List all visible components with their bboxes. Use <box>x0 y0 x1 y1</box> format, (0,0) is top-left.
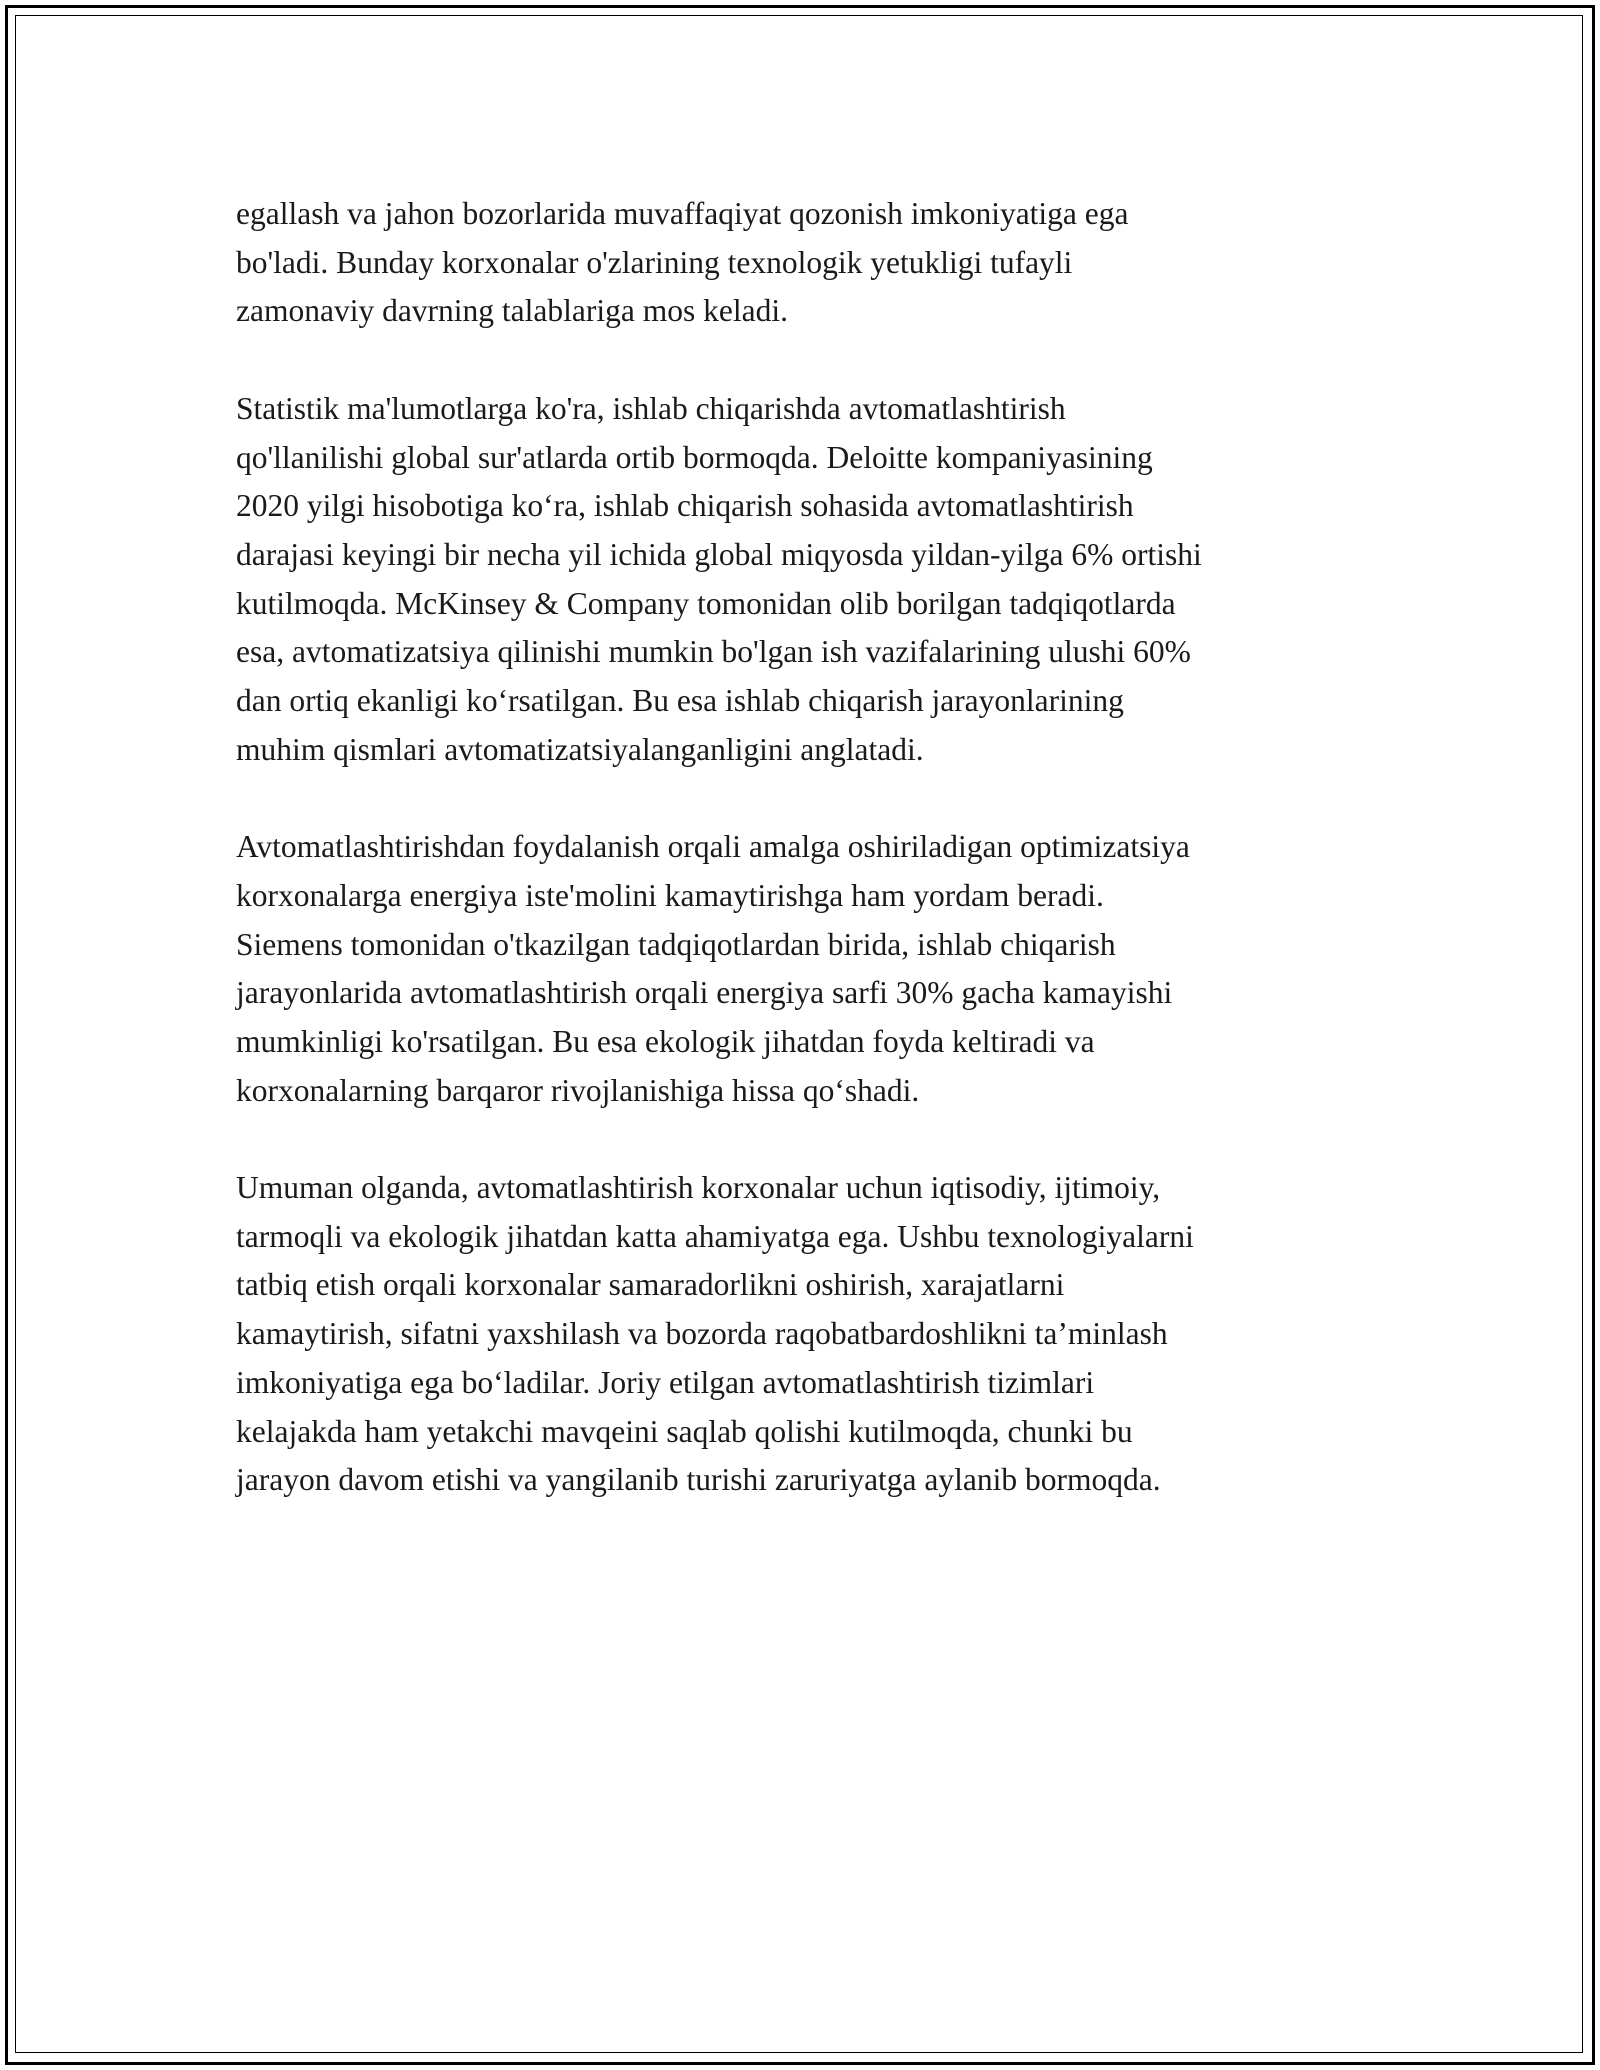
text-line: dan ortiq ekanligi ko‘rsatilgan. Bu esa ishlab chiqarish jarayonlarining <box>236 683 1124 719</box>
text-line: Umuman olganda, avtomatlashtirish korxonalar uchun iqtisodiy, ijtimoiy, <box>236 1170 1161 1206</box>
paragraph-gap <box>236 1115 1376 1164</box>
text-line: bo'ladi. Bunday korxonalar o'zlarining texnologik yetukligi tufayli <box>236 244 1073 280</box>
text-line: korxonalarning barqaror rivojlanishiga hissa qo‘shadi. <box>236 1072 920 1108</box>
paragraph-2 <box>236 385 1376 775</box>
text-line: Siemens tomonidan o'tkazilgan tadqiqotlardan birida, ishlab chiqarish <box>236 926 1116 962</box>
text-line: 2020 yilgi hisobotiga ko‘ra, ishlab chiqarish sohasida avtomatlashtirish <box>236 488 1134 524</box>
text-line: imkoniyatiga ega bo‘ladilar. Joriy etilgan avtomatlashtirish tizimlari <box>236 1364 1095 1400</box>
text-line: qo'llanilishi global sur'atlarda ortib bormoqda. Deloitte kompaniyasining <box>236 439 1153 475</box>
paragraph-4 <box>236 1164 1376 1505</box>
text-line: muhim qismlari avtomatizatsiyalanganligini anglatadi. <box>236 731 924 767</box>
text-line: Statistik ma'lumotlarga ko'ra, ishlab chiqarishda avtomatlashtirish <box>236 390 1066 426</box>
text-line: tarmoqli va ekologik jihatdan katta ahamiyatga ega. Ushbu texnologiyalarni <box>236 1218 1194 1254</box>
document-body <box>236 190 1376 1505</box>
paragraph-gap <box>236 336 1376 385</box>
text-line: esa, avtomatizatsiya qilinishi mumkin bo'lgan ish vazifalarining ulushi 60% <box>236 634 1191 670</box>
text-line: kamaytirish, sifatni yaxshilash va bozorda raqobatbardoshlikni ta’minlash <box>236 1316 1168 1352</box>
text-line: zamonaviy davrning talablariga mos keladi. <box>236 293 788 329</box>
paragraph-gap <box>236 774 1376 823</box>
text-line: tatbiq etish orqali korxonalar samaradorlikni oshirish, xarajatlarni <box>236 1267 1065 1303</box>
paragraph-3 <box>236 823 1376 1115</box>
text-line: egallash va jahon bozorlarida muvaffaqiyat qozonish imkoniyatiga ega <box>236 196 1129 231</box>
paragraph-1 <box>236 190 1376 336</box>
text-line: korxonalarga energiya iste'molini kamaytirishga ham yordam beradi. <box>236 877 1104 913</box>
text-line: Avtomatlashtirishdan foydalanish orqali amalga oshiriladigan optimizatsiya <box>236 829 1190 865</box>
text-line: kutilmoqda. McKinsey & Company tomonidan olib borilgan tadqiqotlarda <box>236 585 1176 621</box>
text-line: darajasi keyingi bir necha yil ichida global miqyosda yildan-yilga 6% ortishi <box>236 536 1202 572</box>
text-line: jarayonlarida avtomatlashtirish orqali energiya sarfi 30% gacha kamayishi <box>236 975 1173 1011</box>
text-line: jarayon davom etishi va yangilanib turishi zaruriyatga aylanib bormoqda. <box>236 1462 1161 1498</box>
text-line: kelajakda ham yetakchi mavqeini saqlab qolishi kutilmoqda, chunki bu <box>236 1413 1133 1449</box>
text-line: mumkinligi ko'rsatilgan. Bu esa ekologik jihatdan foyda keltiradi va <box>236 1023 1095 1059</box>
